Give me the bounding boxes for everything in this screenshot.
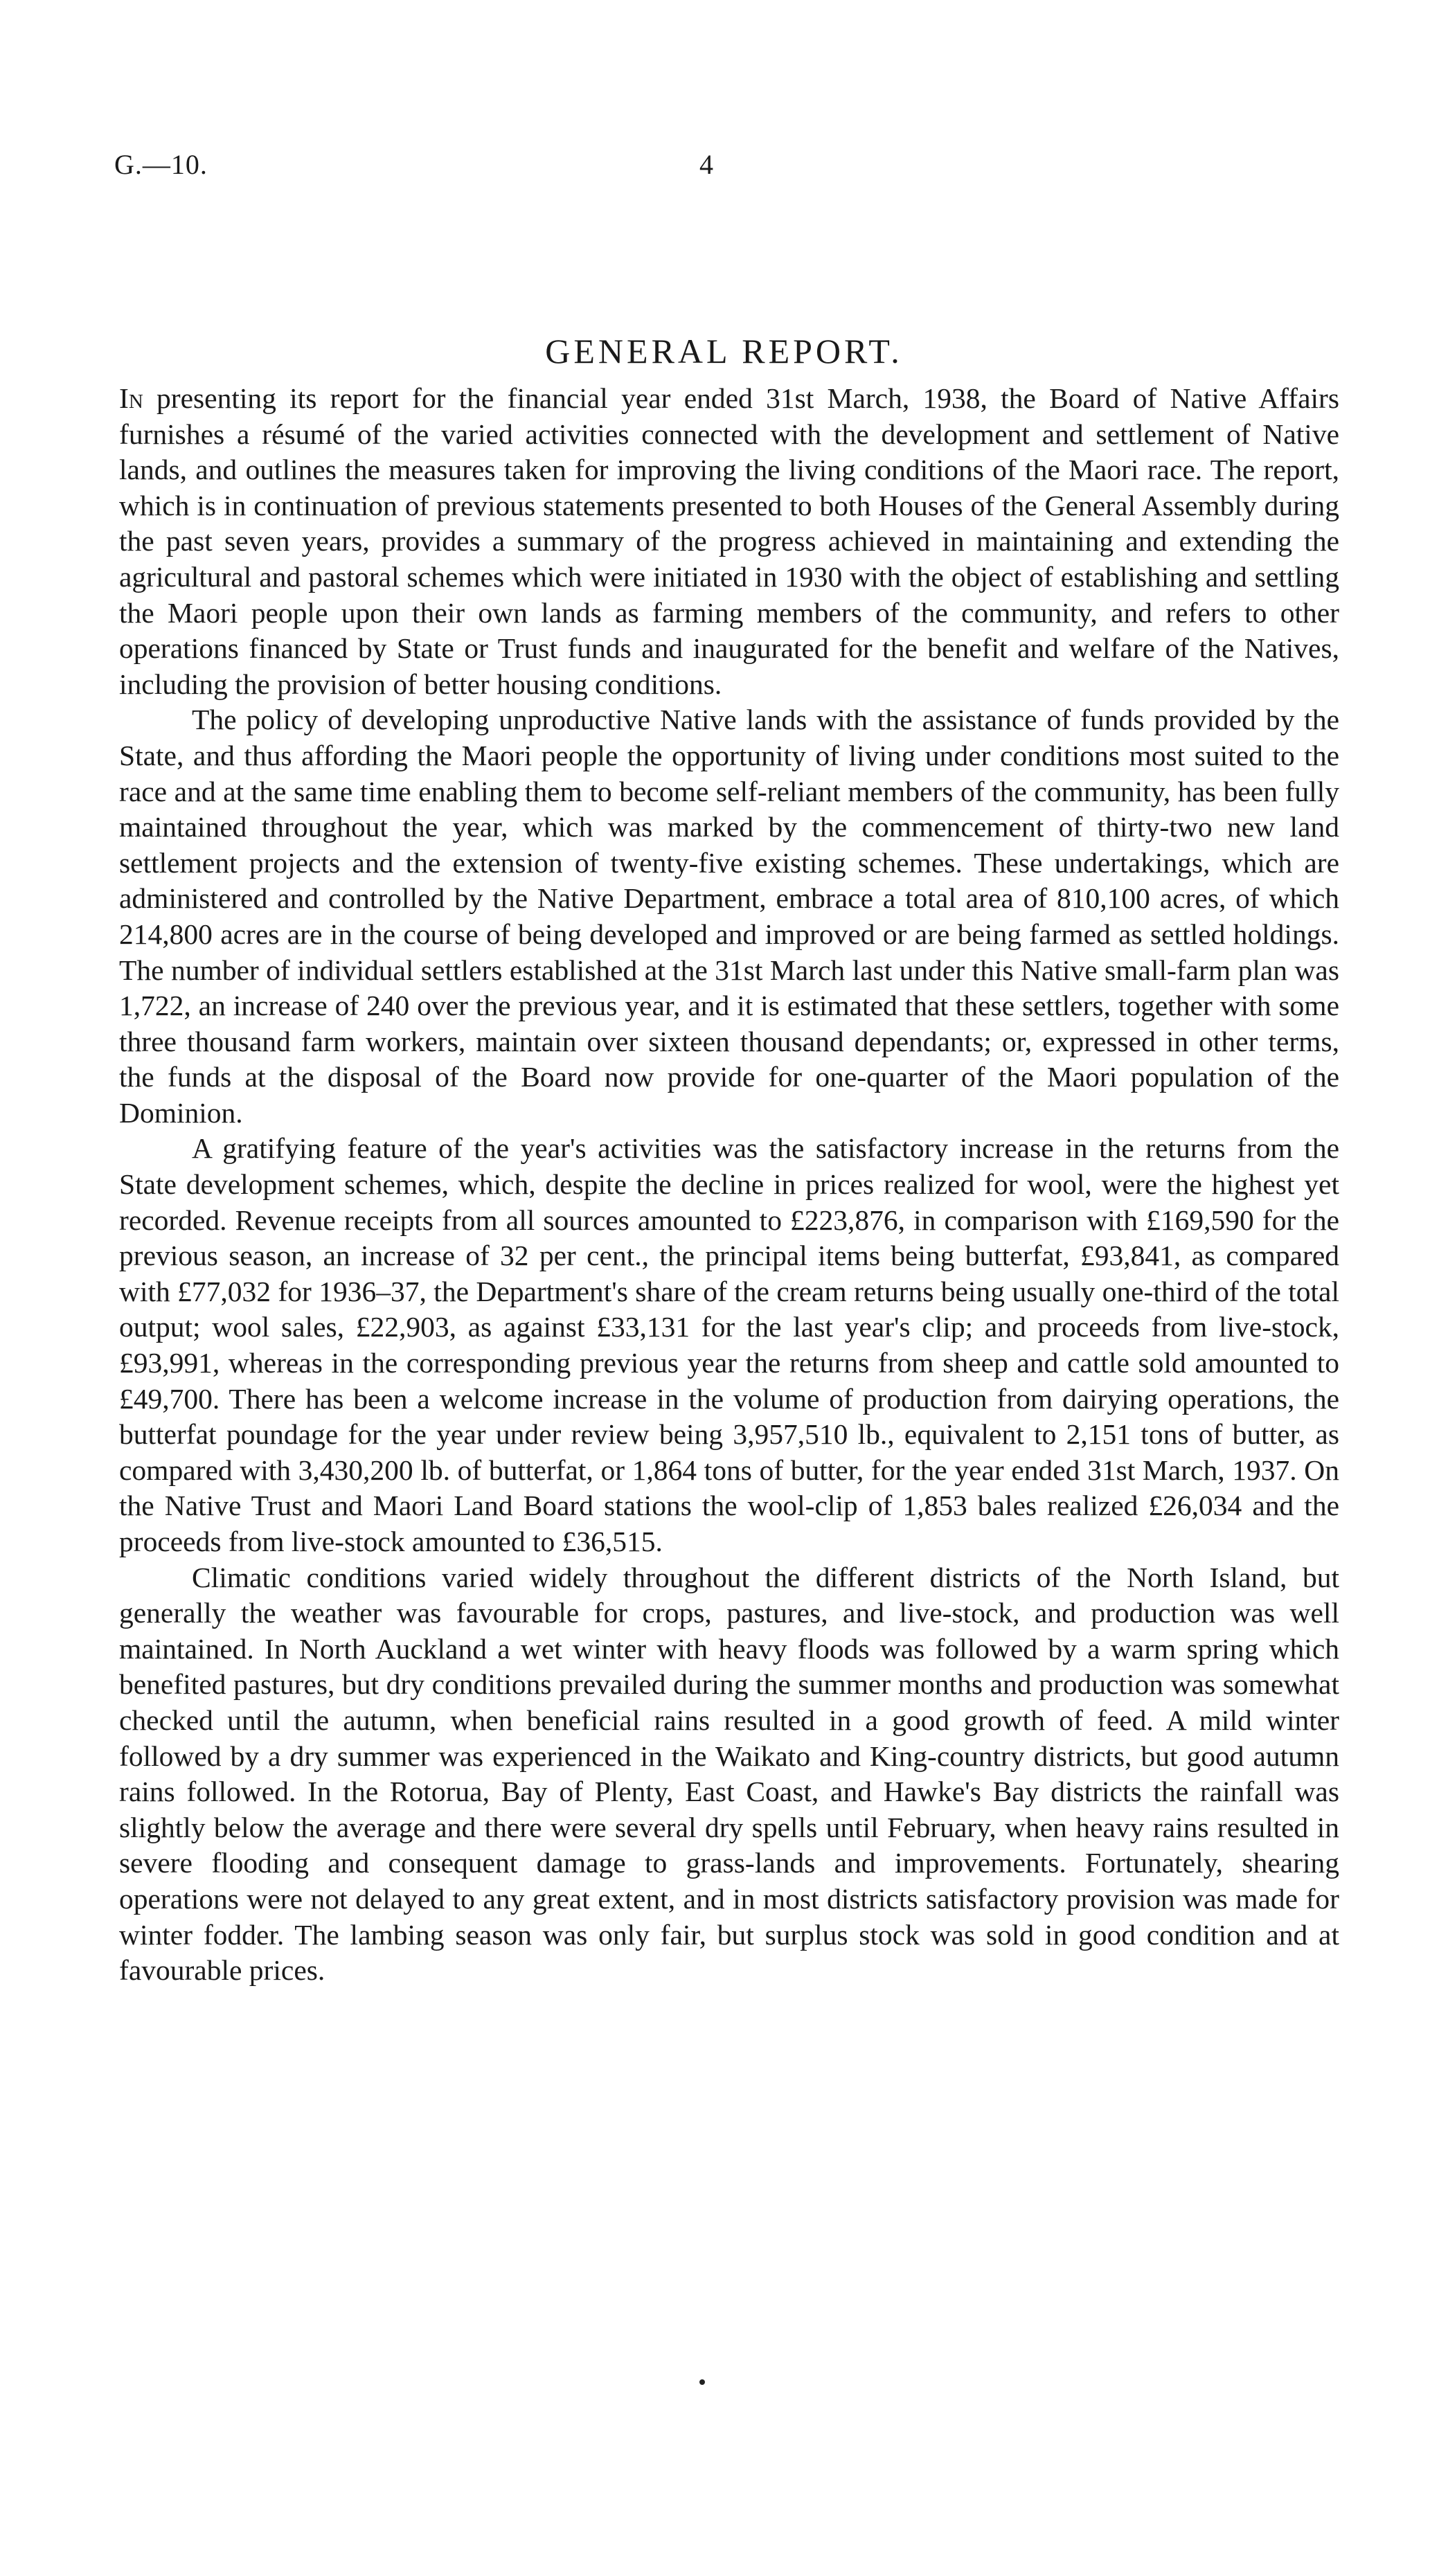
- paragraph-text: presenting its report for the financial year ended 31st March, 1938, the Board of Native Affairs furnishes a résumé of the varied activities connected with the development and settlement of Native lands, and outlines the measures taken for improving the living conditions of the Maori race. The report, which is in continuation of previous statements presented to both Houses of the General Assembly during the past seven years, provides a summary of the progress achieved in maintaining and extending the agricultural and pastoral schemes which were initiated in 1930 with the object of establishing and settling the Maori people upon their own lands as farming members of the community, and refers to other operations financed by State or Trust funds and inaugurated for the benefit and welfare of the Natives, including the provision of better housing conditions.: [119, 382, 1339, 700]
- paragraph-returns: A gratifying feature of the year's activities was the satisfactory increase in the returns from the State development schemes, which, despite the decline in prices realized for wool, were the highest yet recorded. Revenue receipts from all sources amounted to £223,876, in comparison with £169,590 for the previous season, an increase of 32 per cent., the principal items being butterfat, £93,841, as compared with £77,032 for 1936–37, the Department's share of the cream returns being usually one-third of the total output; wool sales, £22,903, as against £33,131 for the last year's clip; and proceeds from live-stock, £93,991, whereas in the corresponding previous year the returns from sheep and cattle sold amounted to £49,700. There has been a welcome increase in the volume of production from dairying operations, the butterfat poundage for the year under review being 3,957,510 lb., equivalent to 2,151 tons of butter, as compared with 3,430,200 lb. of butterfat, or 1,864 tons of butter, for the year ended 31st March, 1937. On the Native Trust and Maori Land Board stations the wool-clip of 1,853 bales realized £26,034 and the proceeds from live-stock amounted to £36,515.: [119, 1132, 1339, 1557]
- page-reference: G.—10.: [114, 149, 208, 180]
- paragraph-lead-word: In: [119, 382, 143, 414]
- page-number: 4: [699, 149, 713, 180]
- paragraph-introduction: [119, 381, 1339, 702]
- report-body: [119, 381, 1339, 1989]
- paragraph-climatic-conditions: Climatic conditions varied widely throughout the different districts of the North Island, but generally the weather was favourable for crops, pastures, and live-stock, and production was well maintained. In North Auckland a wet winter with heavy floods was followed by a warm spring which benefited pastures, but dry conditions prevailed during the summer months and production was somewhat checked until the autumn, when beneficial rains resulted in a good growth of feed. A mild winter followed by a dry summer was experienced in the Waikato and King-country districts, but good autumn rains followed. In the Rotorua, Bay of Plenty, East Coast, and Hawke's Bay districts the rainfall was slightly below the average and there were several dry spells until February, when heavy rains resulted in severe flooding and consequent damage to grass-lands and improvements. Fortunately, shearing operations were not delayed to any great extent, and in most districts satisfactory provision was made for winter fodder. The lambing season was only fair, but surplus stock was sold in good condition and at favourable prices.: [119, 1561, 1339, 1987]
- paragraph-land-development-policy: The policy of developing unproductive Native lands with the assistance of funds provided by the State, and thus affording the Maori people the opportunity of living under conditions most suited to the race and at the same time enabling them to become self-reliant members of the community, has been fully maintained throughout the year, which was marked by the commencement of thirty-two new land settlement projects and the extension of twenty-five existing schemes. These undertakings, which are administered and controlled by the Native Department, embrace a total area of 810,100 acres, of which 214,800 acres are in the course of being developed and improved or are being farmed as settled holdings. The number of individual settlers established at the 31st March last under this Native small-farm plan was 1,722, an increase of 240 over the previous year, and it is estimated that these settlers, together with some three thousand farm workers, maintain over sixteen thousand dependants; or, expressed in other terms, the funds at the disposal of the Board now provide for one-quarter of the Maori population of the Dominion.: [119, 704, 1339, 1129]
- end-mark: [699, 2379, 705, 2385]
- page-title: GENERAL REPORT.: [545, 332, 903, 370]
